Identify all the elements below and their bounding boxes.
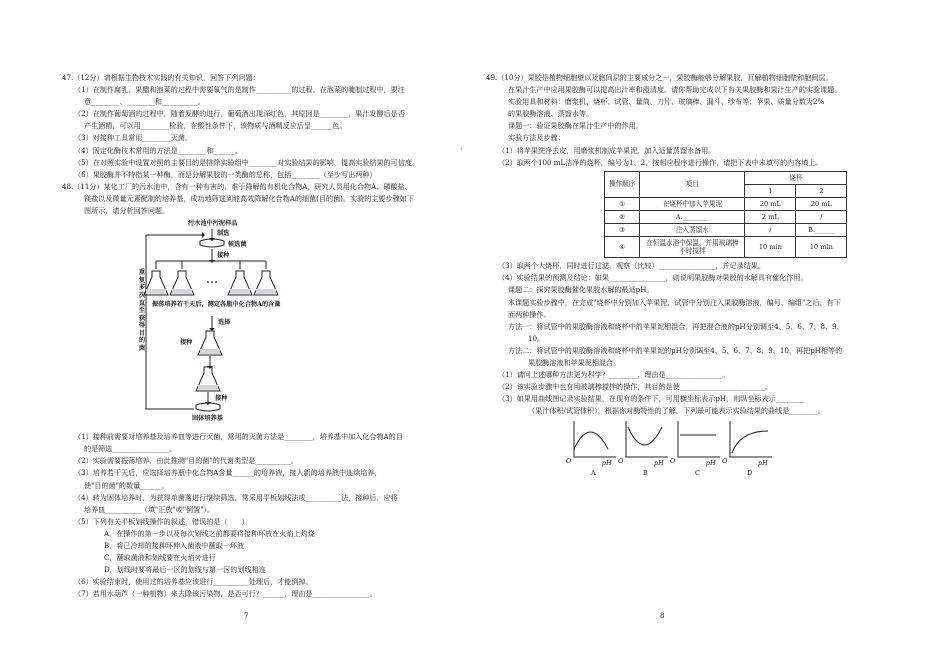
graph-c-axes — [678, 421, 720, 457]
choice-option: B．将已冷却的接种环伸入菌液中蘸取一环液 — [104, 540, 244, 550]
flow-inoculate3-label: 接种 — [215, 395, 228, 403]
margin-mark: 、 — [460, 143, 467, 151]
q49-line: 果胶酶溶液和苹果泥相混合。 — [528, 357, 621, 367]
graph-d-xlabel: pH — [758, 459, 768, 468]
table-cell-no: ② — [605, 211, 640, 224]
table-header-row — [605, 171, 847, 184]
q47-line: （5）在对照实验中设置对照的主要目的是排除实验组中________对实验结果的影响，提高实验结果的可信度。 — [74, 157, 420, 167]
table-cell-item: 在恒温水浴中保温，并用玻璃棒不时搅拌 — [640, 237, 745, 258]
q49-line: （果汁体积/试管体积），根据你对酶特性的了解，下列最可能表示实验结果的曲线是________。 — [528, 406, 825, 416]
table-cell-beaker-1: 10 min — [745, 237, 796, 258]
q48-question-line: （5）下列有关平板划线操作的叙述，错误的是（ ） — [74, 516, 249, 526]
q48-question-line: （4）转为固体培养时，为获得单菌落进行继续筛选，常采用平板划线法或__________法，接种后，应将 — [74, 492, 398, 502]
q49-line: （1）请问上述哪种方法更为科学？________，理由是________________。 — [498, 370, 730, 380]
q48-question-line: （2）实验需要振荡培养，由此推测"目的菌"的代谢类型是__________。 — [74, 456, 298, 466]
graph-b-axes — [626, 421, 668, 457]
q49-intro-line: 的果胶酶溶液、蒸馏水等。 — [508, 109, 594, 119]
table-header-item: 项目 — [640, 171, 745, 197]
q49-line: （3）如果用曲线图记录实验结果，在现有的条件下，可用横坐标表示pH，则纵坐标表示________ — [498, 394, 805, 404]
q49-line: 面两种操作。 — [508, 309, 551, 319]
answer-curve-options — [486, 417, 886, 481]
arrow-head — [202, 232, 205, 238]
table-row — [605, 197, 847, 210]
q47-line: 产生酒精，可以用________检验，在酸性条件下，该物质与酒精反应后呈______色。 — [84, 121, 347, 131]
q49-line: （2）该实验步骤中也有用玻璃棒搅拌的操作，其目的是使________________________。 — [498, 382, 773, 392]
q49-line: 方法一：将试管中的果胶酶溶液和烧杯中的苹果泥相混合，再把混合液的pH分别调至4、5、6、7、8、9、 — [508, 321, 844, 331]
q49-line: （3）取两个大烧杯，同时进行过滤，观察（比较）________________，并记录结果。 — [498, 261, 765, 271]
flask-liquid — [256, 289, 276, 294]
q47-line: （3）对接种工具常用________灭菌。 — [74, 133, 193, 143]
graph-a-name: A — [591, 469, 596, 478]
graph-d-origin: O — [722, 457, 728, 466]
graph-d-name: D — [747, 469, 753, 478]
q49-line: 本课题实验步骤中，在完成"烧杯中分别加入苹果泥，试管中分别注入果胶酶溶液，编号、编组"之后，有下 — [508, 297, 841, 307]
flow-sample-label: 污水池中污泥样品 — [188, 220, 238, 228]
graph-a-xlabel: pH — [602, 459, 612, 468]
table-cell-no: ④ — [605, 237, 640, 258]
left-column — [62, 72, 452, 600]
experiment-flow-diagram — [62, 217, 452, 431]
table-header-beaker-2: 2 — [796, 184, 847, 197]
page-number-right: 8 — [660, 612, 665, 620]
flow-candidate-label: 候选菌 — [228, 241, 247, 249]
graph-d-curve — [732, 431, 768, 453]
flask-liquid — [198, 385, 218, 390]
flow-select-label: 选择 — [218, 319, 231, 327]
q47-line: （6）果胶酶并不特指某一种酶，而是分解果胶的一类酶的总称，包括________（至少写出两种） — [74, 169, 377, 179]
flow-inoculate2-label: 接种 — [180, 339, 193, 347]
q49-intro-line: 49.（10分）果胶是植物细胞壁以及胞间层的主要成分之一，果胶酶能够分解果胶，瓦解植物细胞壁和胞间层。 — [486, 73, 833, 82]
question-48 — [62, 181, 452, 601]
choice-option: D．划线时要将最后一区的划线与第一区的划线相连 — [104, 565, 266, 575]
graph-a-origin: O — [566, 457, 572, 466]
question-47 — [62, 72, 452, 181]
table-row — [605, 224, 847, 237]
q49-intro-line: 实验方法及步骤： — [508, 133, 565, 143]
q47-line: （1）在制作腐乳、果醋和泡菜的过程中需要氧气的是制作__________的过程。在泡菜的腌制过程中，要注 — [74, 85, 405, 95]
table-header-beaker-1: 1 — [745, 184, 796, 197]
q48-tail-line: （6）实验结束时，使用过的培养基应该进行__________处理后，才能倒掉。 — [74, 577, 313, 587]
ellipsis-dot — [207, 281, 209, 283]
table-header-beaker: 烧杯 — [745, 171, 847, 184]
table-cell-item: 在烧杯中加入苹果泥 — [640, 197, 745, 210]
q49-line: （4）实验结果的预测及结论：如果________________，则说明果胶酶对果胶的水解具有催化作用。 — [498, 273, 808, 283]
flow-solid-medium-label: 固体培养基 — [192, 415, 223, 423]
flask-liquid — [200, 349, 220, 354]
graph-b-name: B — [643, 469, 648, 478]
graph-c-xlabel: pH — [706, 459, 716, 468]
ellipsis-dot — [215, 281, 217, 283]
graph-a-curve — [574, 432, 608, 449]
table-cell-beaker-2: 10 min — [796, 237, 847, 258]
table-row — [605, 237, 847, 258]
q49-intro-line: 课题一：验证果胶酶在果汁生产中的作用。 — [508, 121, 643, 131]
q49-line: 10。 — [528, 333, 545, 343]
flask-liquid — [230, 289, 250, 294]
q49-line: 方法二：将试管中的果胶酶溶液和烧杯中的苹果泥的pH分别调至4、5、6、7、8、9、10，再把pH相等的 — [508, 345, 843, 355]
table-row — [605, 211, 847, 224]
q49-intro-line: 在果汁生产中应用果胶酶可以提高出汁率和澄清度。请你帮助完成以下有关果胶酶和果汁生产的实验课题。 — [508, 85, 842, 95]
table-header-order: 操作顺序 — [605, 171, 640, 197]
table-cell-no: ① — [605, 197, 640, 210]
table-cell-beaker-2: 20 mL — [796, 197, 847, 210]
graph-b-origin: O — [618, 457, 624, 466]
q48-question-line: （1）接种前需要对培养基及培养皿等进行灭菌，常用的灭菌方法是________，培养基中加入化合物A的目 — [74, 432, 403, 442]
curve-graphs — [486, 417, 886, 481]
graph-c-origin: O — [670, 457, 676, 466]
q48-intro-line: 图所示，请分析回答问题。 — [84, 206, 170, 216]
experiment-table — [604, 171, 847, 258]
q48-intro-line: 48.（11分）某化工厂的污水池中，含有一种有害的、难于降解的有机化合物A，研究人员用化合物A、磷酸盐、 — [62, 181, 412, 191]
q48-question-line: 培养皿__________（填"正放"或"倒置"）。 — [84, 504, 215, 514]
choice-option: C．蘸取菌液和划线要在火焰旁进行 — [104, 553, 216, 563]
flask-liquid — [172, 289, 192, 294]
branch-lines — [156, 261, 266, 269]
q47-line: （2）在制作葡萄酒的过程中，随着发酵的进行，葡萄酒出现深红色，其原因是________，果汁发酵后是否 — [74, 109, 405, 119]
q49-line: 课题二：探究果胶酶催化果胶水解的最适pH。 — [508, 285, 654, 295]
q48-question-line: 的是筛选________________。 — [84, 444, 177, 454]
table-cell-beaker-1: 20 mL — [745, 197, 796, 210]
flow-diagram-graphics — [62, 217, 452, 431]
q48-tail-line: （7）若用水葫芦（一种植物）来去除该污染物，是否可行？______，理由是________________。 — [74, 589, 377, 599]
graph-b-curve — [628, 427, 662, 445]
q48-intro-line: 镁盐以及微量元素配制的培养基，成功地筛选到能高效降解化合物A的细菌(目的菌)。实验的主要步骤如下 — [84, 193, 414, 203]
graph-c-name: C — [695, 469, 700, 478]
flow-repeat-label: 重复多次直至获得目的菌 — [138, 269, 146, 353]
table-cell-no: ③ — [605, 224, 640, 237]
table-cell-item: A.________ — [640, 211, 745, 224]
q49-intro-line: （2）取两个100 mL洁净的烧杯，编号为1、2，按相应程序进行操作，请把下表中未填写的内容填上。 — [498, 157, 823, 167]
page-number-left: 7 — [244, 612, 249, 620]
flow-inoculate-label: 接种 — [217, 252, 230, 260]
flow-shake-label: 振荡培养若干天后，测定各瓶中化合物A的含量 — [152, 301, 281, 309]
right-column — [486, 72, 886, 481]
question-49 — [486, 72, 886, 481]
ellipsis-dot — [211, 281, 213, 283]
flask-liquid — [146, 289, 166, 294]
q49-intro-line: 实验用具和材料：磨浆机、烧杯、试管、量筒、刀片、玻璃棒、漏斗、纱布等；苹果、质量分数为2% — [508, 97, 825, 107]
q47-line: 47.（12分）请根据生物技术实践的有关知识，回答下列问题： — [62, 73, 260, 82]
table-cell-beaker-1: 2 mL — [745, 211, 796, 224]
table-cell-beaker-2: / — [796, 211, 847, 224]
q48-question-line: 使"目的菌"的数量______。 — [84, 480, 169, 490]
table-cell-beaker-2: B.______ — [796, 224, 847, 237]
q47-line: （4）固定化酶技术常用的方法是________和______。 — [74, 145, 242, 155]
graph-b-xlabel: pH — [654, 459, 664, 468]
flow-filter-label: 制选 — [217, 230, 230, 238]
table-cell-beaker-1: / — [745, 224, 796, 237]
graph-d-axes — [730, 421, 772, 457]
q47-line: 意________、________和__________。 — [84, 97, 205, 107]
q48-question-line: （3）培养若干天后，应选择培养瓶中化合物A含量______的培养液，接入新的培养液中连续培养， — [74, 468, 382, 478]
table-cell-item: 注入蒸馏水 — [640, 224, 745, 237]
q49-intro-line: （1）将苹果洗净去皮，用磨浆机制成苹果泥，加入适量蒸馏水备用。 — [498, 145, 716, 155]
choice-option: A．在操作的第一步以及每次划线之前都要将接种环放在火焰上灼烧 — [104, 528, 315, 538]
